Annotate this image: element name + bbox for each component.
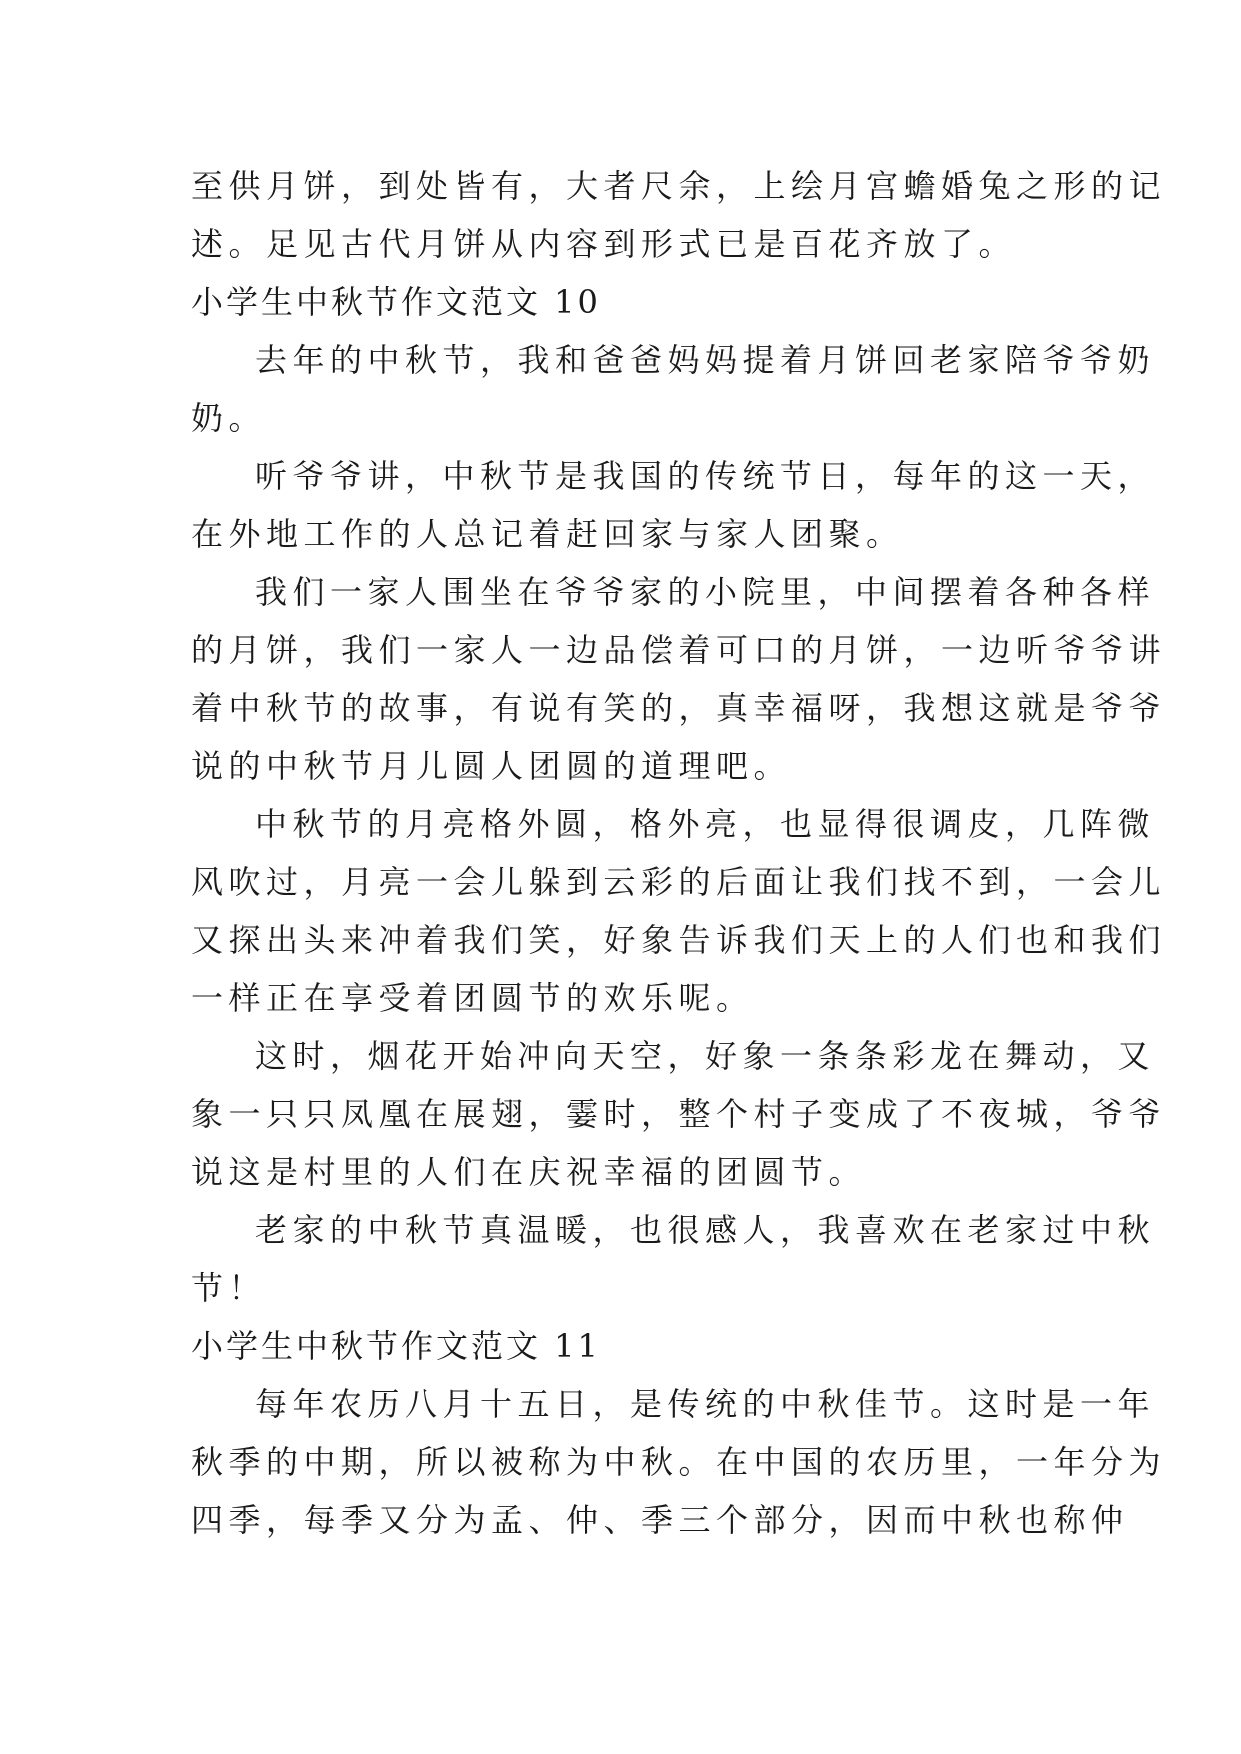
text-line: 风吹过，月亮一会儿躲到云彩的后面让我们找不到，一会儿: [191, 863, 1167, 901]
text-line: 的月饼，我们一家人一边品偿着可口的月饼，一边听爷爷讲: [191, 631, 1167, 669]
document-body: [191, 157, 1167, 1549]
text-line: 述。足见古代月饼从内容到形式已是百花齐放了。: [191, 225, 1017, 263]
text-line: 至供月饼，到处皆有，大者尺余，上绘月宫蟾婚兔之形的记: [191, 167, 1167, 205]
text-line: 四季，每季又分为孟、仲、季三个部分，因而中秋也称仲: [191, 1501, 1129, 1539]
paragraph-first-line: 这时，烟花开始冲向天空，好象一条条彩龙在舞动，又: [255, 1037, 1156, 1075]
text-line: 说这是村里的人们在庆祝幸福的团圆节。: [191, 1153, 867, 1191]
text-line: 又探出头来冲着我们笑，好象告诉我们天上的人们也和我们: [191, 921, 1167, 959]
text-line: 着中秋节的故事，有说有笑的，真幸福呀，我想这就是爷爷: [191, 689, 1167, 727]
section-heading-11: 小学生中秋节作文范文 11: [191, 1327, 601, 1365]
section-heading-10: 小学生中秋节作文范文 10: [191, 283, 601, 321]
paragraph-first-line: 每年农历八月十五日，是传统的中秋佳节。这时是一年: [255, 1385, 1156, 1423]
text-line: 象一只只凤凰在展翅，霎时，整个村子变成了不夜城，爷爷: [191, 1095, 1167, 1133]
paragraph-first-line: 老家的中秋节真温暖，也很感人，我喜欢在老家过中秋: [255, 1211, 1156, 1249]
paragraph-first-line: 听爷爷讲，中秋节是我国的传统节日，每年的这一天，: [255, 457, 1156, 495]
text-line: 秋季的中期，所以被称为中秋。在中国的农历里，一年分为: [191, 1443, 1167, 1481]
text-line: 奶。: [191, 399, 267, 437]
paragraph-first-line: 中秋节的月亮格外圆，格外亮，也显得很调皮，几阵微: [255, 805, 1156, 843]
paragraph-first-line: 我们一家人围坐在爷爷家的小院里，中间摆着各种各样: [255, 573, 1156, 611]
text-line: 节！: [191, 1269, 267, 1307]
paragraph-first-line: 去年的中秋节，我和爸爸妈妈提着月饼回老家陪爷爷奶: [255, 341, 1156, 379]
text-line: 一样正在享受着团圆节的欢乐呢。: [191, 979, 754, 1017]
text-line: 说的中秋节月儿圆人团圆的道理吧。: [191, 747, 792, 785]
text-line: 在外地工作的人总记着赶回家与家人团聚。: [191, 515, 904, 553]
